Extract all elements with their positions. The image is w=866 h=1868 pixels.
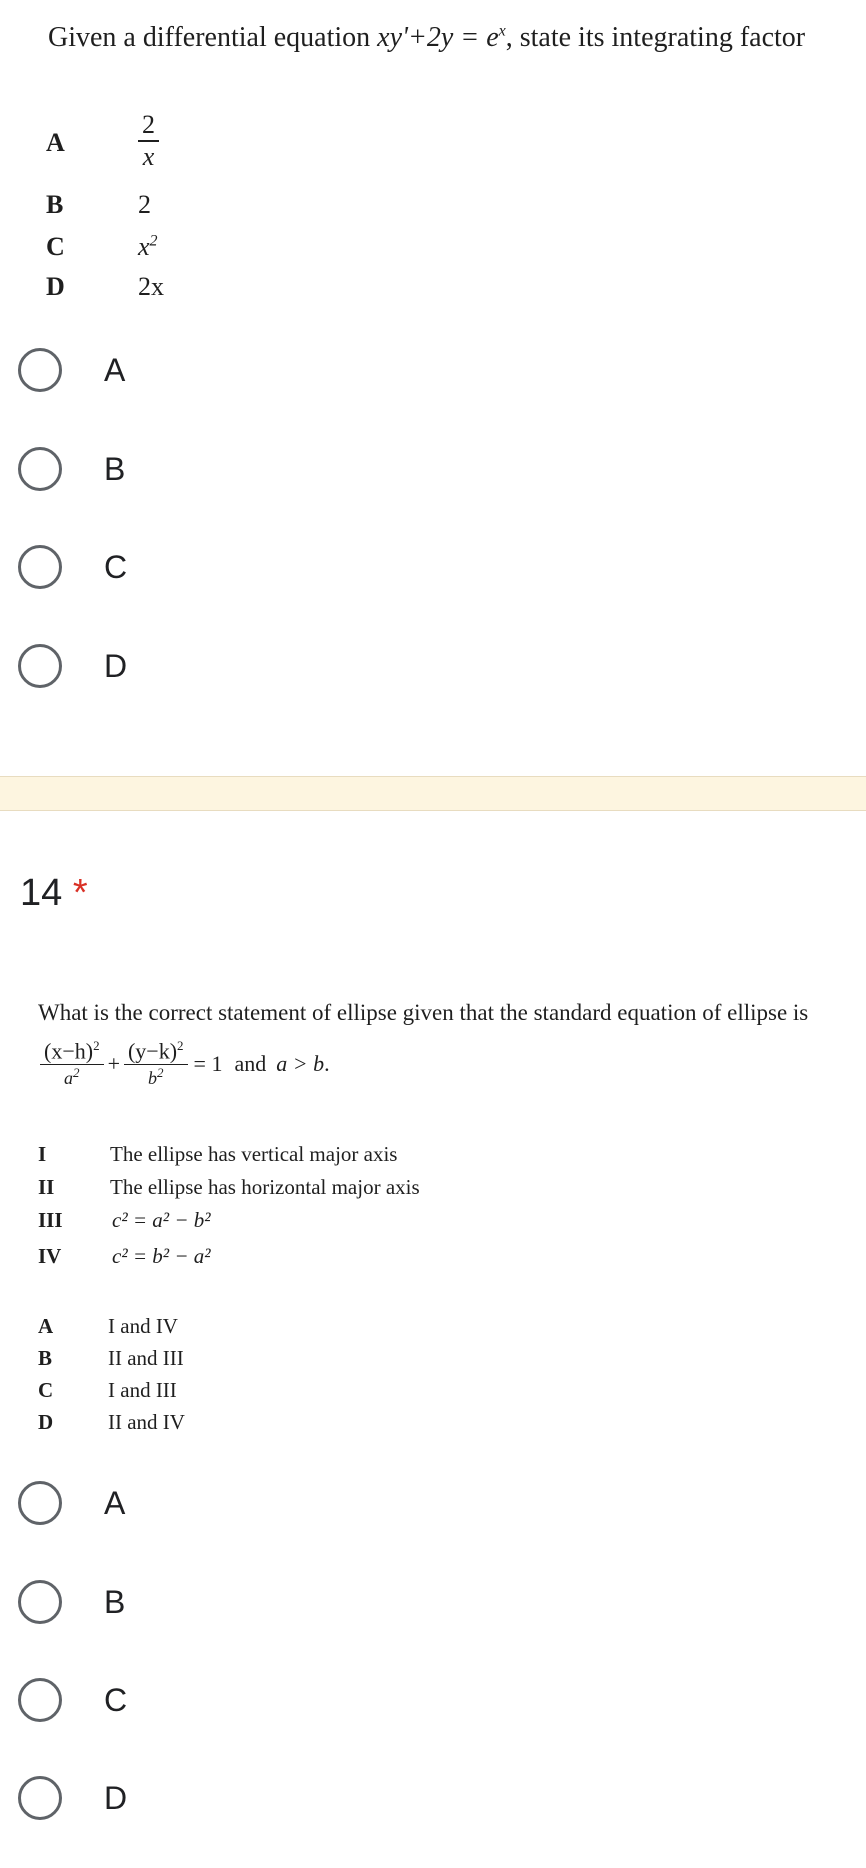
radio-button[interactable]: [18, 348, 62, 392]
radio-label: C: [104, 1681, 128, 1718]
radio-button[interactable]: [18, 644, 62, 688]
choice-letter-c: C: [38, 1378, 54, 1402]
statement-iv-text: c² = b² − a²: [112, 1244, 211, 1268]
radio-label: B: [104, 450, 126, 487]
radio-label: D: [104, 1779, 128, 1816]
statement-ii-text: The ellipse has horizontal major axis: [110, 1175, 420, 1199]
question-13-prompt: [48, 22, 805, 54]
choice-a-text: I and IV: [108, 1314, 178, 1338]
choice-d-value: 2x: [138, 272, 164, 301]
radio-button[interactable]: [18, 447, 62, 491]
radio-option-a[interactable]: [18, 1473, 125, 1533]
statement-label-ii: II: [38, 1175, 55, 1199]
statement-iii-text: c² = a² − b²: [112, 1208, 211, 1232]
radio-label: A: [104, 351, 126, 388]
question-14-prompt: What is the correct statement of ellipse given that the standard equation of ellipse is: [38, 1000, 809, 1025]
radio-label: D: [104, 647, 128, 684]
radio-button[interactable]: [18, 1481, 62, 1525]
choice-a-value: $\frac{2}{x}$: [138, 110, 159, 172]
statement-label-iv: IV: [38, 1244, 62, 1268]
radio-button[interactable]: [18, 545, 62, 589]
radio-button[interactable]: [18, 1776, 62, 1820]
radio-option-a[interactable]: [18, 340, 125, 400]
section-divider: [0, 776, 866, 811]
radio-label: B: [104, 1583, 126, 1620]
choice-letter-b: B: [38, 1346, 53, 1370]
radio-option-b[interactable]: [18, 439, 125, 499]
question-number: 14 *: [20, 872, 88, 914]
prompt-text: Given a differential equation: [48, 22, 371, 53]
fraction-2: $\frac{(y-k)^2}{b^2}$: [124, 1038, 188, 1089]
prompt-text-end: , state its integrating factor: [505, 22, 806, 53]
choice-c-value: $x^2$: [138, 232, 158, 261]
radio-option-d[interactable]: [18, 636, 127, 696]
radio-option-b[interactable]: [18, 1572, 125, 1632]
radio-button[interactable]: [18, 1580, 62, 1624]
choice-letter-a: A: [46, 128, 65, 157]
radio-label: C: [104, 548, 128, 585]
choice-letter-a: A: [38, 1314, 54, 1338]
radio-option-c[interactable]: [18, 537, 127, 597]
required-asterisk: *: [72, 872, 88, 914]
choice-letter-b: B: [46, 190, 64, 219]
statement-label-i: I: [38, 1142, 47, 1166]
choice-letter-c: C: [46, 232, 65, 261]
radio-option-d[interactable]: [18, 1768, 127, 1828]
radio-button[interactable]: [18, 1678, 62, 1722]
choice-b-value: 2: [138, 190, 151, 219]
fraction-1: $\frac{(x-h)^2}{a^2}$: [40, 1038, 104, 1089]
statement-label-iii: III: [38, 1208, 63, 1232]
choice-letter-d: D: [38, 1410, 54, 1434]
choice-d-text: II and IV: [108, 1410, 185, 1434]
statement-i-text: The ellipse has vertical major axis: [110, 1142, 398, 1166]
radio-option-c[interactable]: [18, 1670, 127, 1730]
choice-letter-d: D: [46, 272, 65, 301]
choice-b-text: II and III: [108, 1346, 184, 1370]
equation: $xy'+2y = e^x$: [377, 22, 506, 53]
choice-c-text: I and III: [108, 1378, 177, 1402]
radio-label: A: [104, 1484, 126, 1521]
ellipse-equation: $\frac{(x-h)^2}{a^2}$ + $\frac{(y-k)^2}{b^2}$ = 1 and a > b .: [40, 1038, 330, 1089]
